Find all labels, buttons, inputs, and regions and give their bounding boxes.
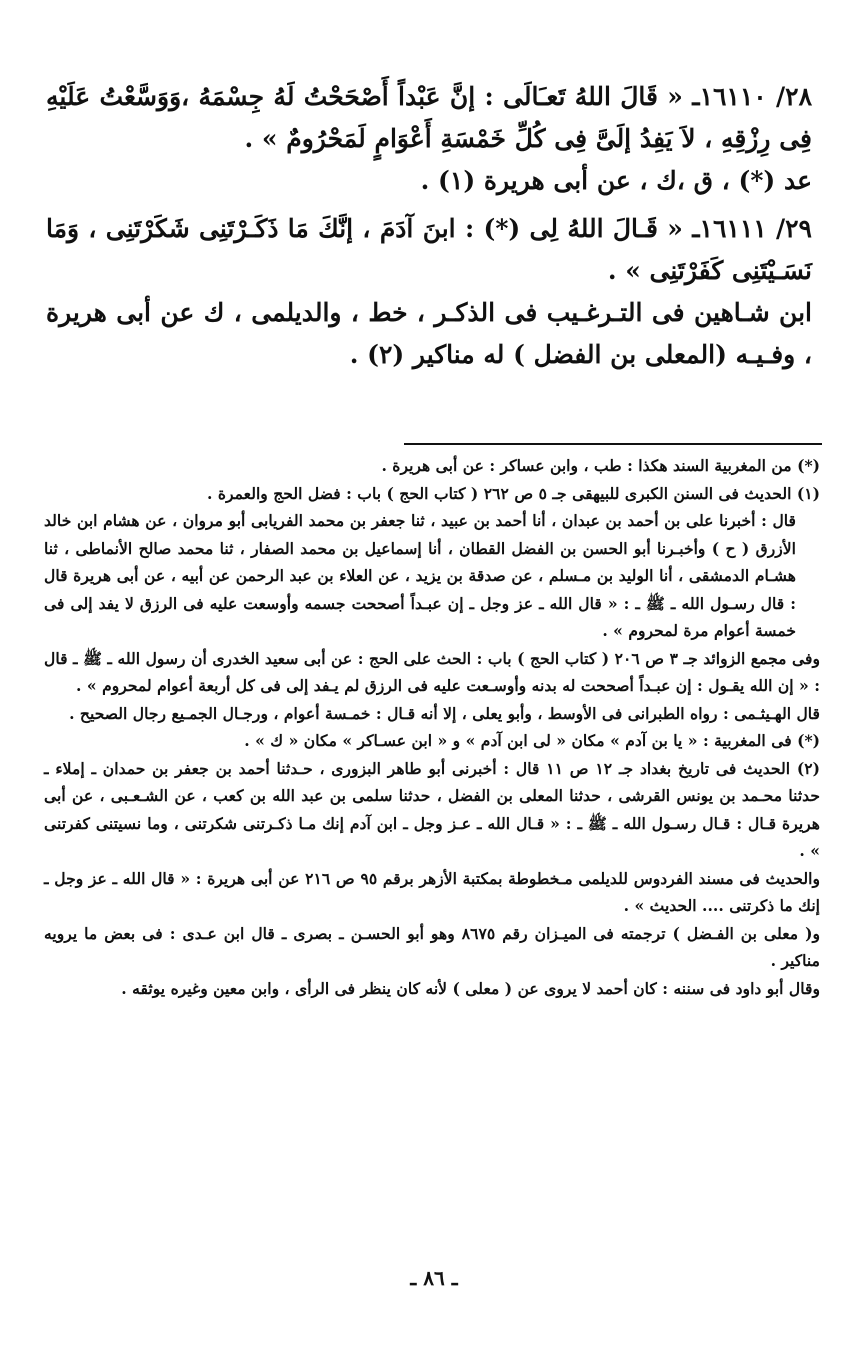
hadith-16110: ٢٨/ ١٦١١٠ـ « قَالَ اللهُ تَعـَالَى : إنَّ عَبْداً أَصْحَحْتُ لَهُ جِسْمَهُ ،وَوَسَّعْتُ عَلَيْهِ فِى رِزْقِهِ ، لاَ يَفِدُ إلَىَّ فِى كُلِّ خَمْسَةِ أَعْوَامٍ لَمَحْرُومٌ » .	[46, 82, 812, 153]
footnote-1: (١) الحديث فى السنن الكبرى للبيهقى جـ ٥ ص ٢٦٢ ( كتاب الحج ) باب : فضل الحج والعمرة .	[207, 483, 820, 503]
main-text	[46, 72, 812, 382]
hadith-16111-source: ابن شـاهين فى التـرغـيب فى الذكـر ، خط ، والديلمى ، ك عن أبى هريرة ، وفـيـه (المعلى بن الفضل ) له مناكير (٢) .	[46, 298, 812, 369]
footnote-separator	[404, 443, 822, 445]
footnote-star-2: (*) فى المغربية : « يا بن آدم » مكان « لى ابن آدم » و « ابن عسـاكر » مكان « ك » .	[244, 731, 820, 750]
footnotes	[44, 452, 820, 1002]
footnote-2-mizan: و( معلى بن الفـضل ) ترجمته فى الميـزان رقم ٨٦٧٥ وهو أبو الحسـن ـ بصرى ـ قال ابن عـدى : فى بعض ما يرويه مناكير .	[44, 923, 820, 970]
footnote-star-1: (*) من المغربية السند هكذا : طب ، وابن عساكر : عن أبى هريرة .	[381, 456, 820, 475]
footnote-2: (٢) الحديث فى تاريخ بغداد جـ ١٢ ص ١١ قال : أخبرنى أبو طاهر البزورى ، حـدثنا أحمد بن جعفر بن حمدان ـ إملاء ـ حدثنا محـمد بن يونس القرشى ، حدثنا المعلى بن الفضل ، حدثنا سلمى بن عبد الله بن كعب ، عن الشـعـبى ، عن أبى هريرة قـال : قـال رسـول الله ـ ﷺ ـ : « قـال الله ـ عـز وجل ـ ابن آدم إنك مـا ذكـرتنى شكرتنى ، وما نسيتنى كفرتنى » .	[44, 758, 820, 860]
footnote-1-haythami: قال الهـيثـمى : رواه الطبرانى فى الأوسط ، وأبو يعلى ، إلا أنه قـال : خمـسة أعوام ، ورجـال الجمـيع رجال الصحيح .	[69, 703, 820, 723]
footnote-1-zawaid: وفى مجمع الزوائد جـ ٣ ص ٢٠٦ ( كتاب الحج ) باب : الحث على الحج : عن أبى سعيد الخدرى أن رسول الله ـ ﷺ ـ قال : « إن الله يقـول : إن عبـداً أصححت له بدنه وأوسـعت عليه فى الرزق لم يـفد إلى فى كل أربعة أعوام لمحروم » .	[44, 648, 820, 695]
hadith-16111: ٢٩/ ١٦١١١ـ « قَـالَ اللهُ لِى (*) : ابنَ آدَمَ ، إنَّكَ مَا ذَكَـرْتَنِى شَكَرْتَنِى ، وَمَا نَسَـيْتَنِى كَفَرْتَنِى » .	[46, 214, 812, 285]
page-number: ـ ٨٦ ـ	[410, 1266, 458, 1290]
footnote-2-abudawud: وقال أبو داود فى سننه : كان أحمد لا يروى عن ( معلى ) لأنه كان ينظر فى الرأى ، وابن معين وغيره يوثقه .	[121, 978, 820, 998]
hadith-16110-source: عد (*) ، ق ،ك ، عن أبى هريرة (١) .	[420, 166, 812, 195]
footnote-2-firdaws: والحديث فى مسند الفردوس للديلمى مـخطوطة بمكتبة الأزهر برقم ٩٥ ص ٢١٦ عن أبى هريرة : « قال الله ـ عز وجل ـ إنك ما ذكرتنى .... الحديث » .	[44, 868, 820, 915]
footnote-1-chain: قال : أخبرنا على بن أحمد بن عبدان ، أنا أحمد بن عبيد ، ثنا جعفر بن محمد الفريابى أبو مروان ، عن هشام ابن خالد الأزرق ( ح ) وأخبـرنا أبو الحسن بن الفضل القطان ، أنا إسماعيل بن محمد الصفار ، ثنا محمد صالح الأنماطى ، ثنا هشـام الدمشقى ، أنا الوليد بن مـسلم ، عن صدقة بن يزيد ، عن العلاء بن عبد الرحمن عن أبيه ، عن أبى هريرة قال : قال رسـول الله ـ ﷺ ـ : « قال الله ـ عز وجل ـ إن عبـداً أصححت جسمه وأوسعت عليه فى الرزق لا يفد إلى فى خمسة أعوام مرة لمحروم » .	[44, 511, 796, 640]
